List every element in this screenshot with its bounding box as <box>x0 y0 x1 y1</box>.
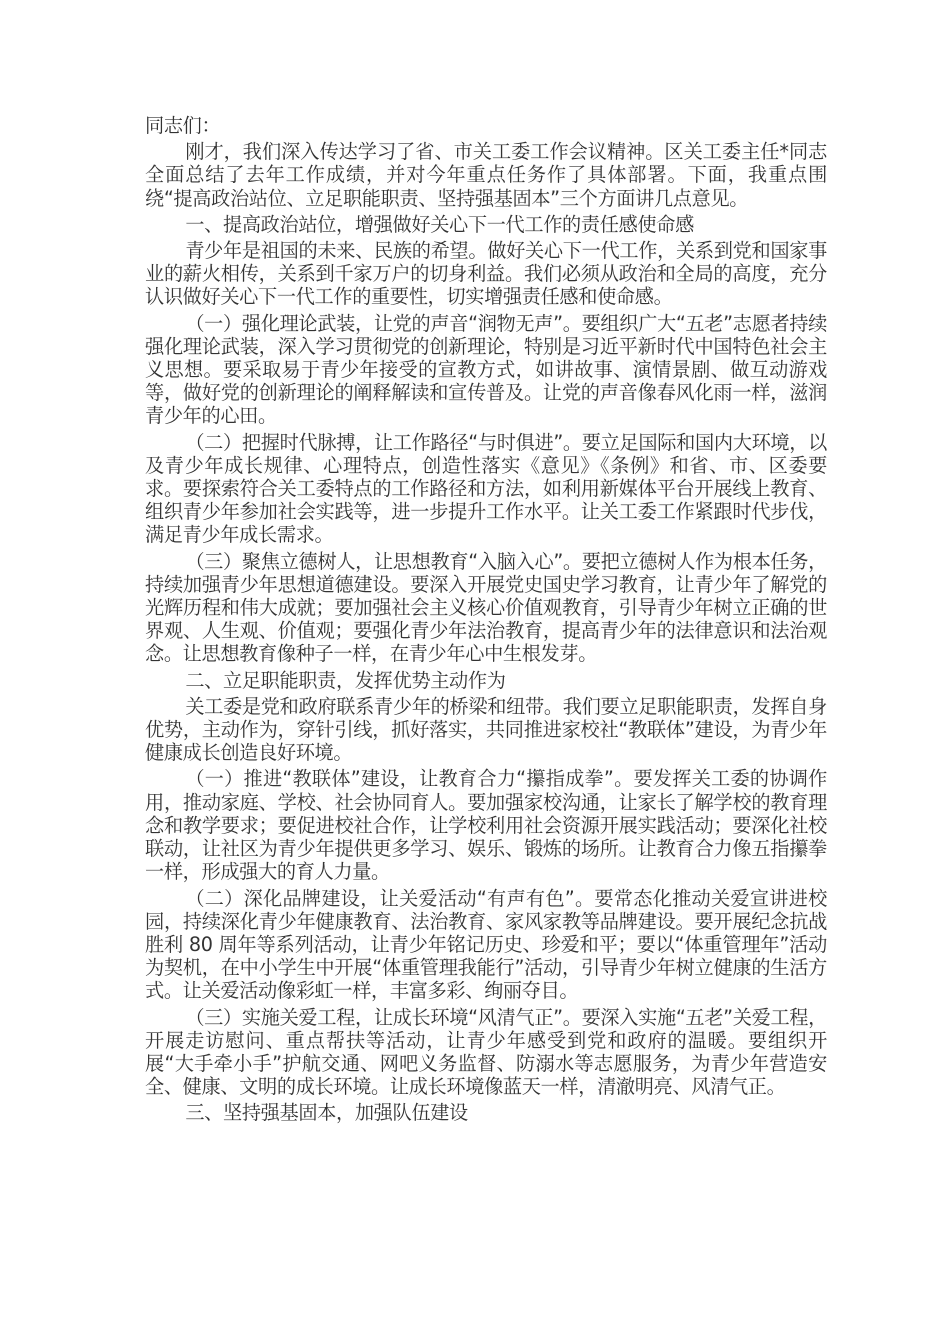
section-2-item-2: （二）深化品牌建设，让关爱活动“有声有色”。要常态化推动关爱宣讲进校园，持续深化青少年健康教育、法治教育、家风家教等品牌建设。要开展纪念抗战胜利 80 周年等系列活动，让青少年铭记历史、珍爱和平；要以“体重管理年”活动为契机，在中小学生中开展“体重管理我能行”活动，引导青少年树立健康的生活方式。让关爱活动像彩虹一样，丰富多彩、绚丽夺目。 <box>145 886 827 1003</box>
section-2-item-1: （一）推进“教联体”建设，让教育合力“攥指成拳”。要发挥关工委的协调作用，推动家庭、学校、社会协同育人。要加强家校沟通，让家长了解学校的教育理念和教学要求；要促进校社合作，让学校利用社会资源开展实践活动；要深化社校联动，让社区为青少年提供更多学习、娱乐、锻炼的场所。让教育合力像五指攥拳一样，形成强大的育人力量。 <box>145 767 827 884</box>
intro-paragraph: 刚才，我们深入传达学习了省、市关工委工作会议精神。区关工委主任*同志全面总结了去年工作成绩，并对今年重点任务作了具体部署。下面，我重点围绕“提高政治站位、立足职能职责、坚持强基固本”三个方面讲几点意见。 <box>145 140 827 210</box>
section-heading-3: 三、坚持强基固本，加强队伍建设 <box>185 1101 468 1125</box>
section-heading-2: 二、立足职能职责，发挥优势主动作为 <box>185 668 506 692</box>
section-heading-1: 一、提高政治站位，增强做好关心下一代工作的责任感使命感 <box>185 212 694 236</box>
section-1-item-1: （一）强化理论武装，让党的声音“润物无声”。要组织广大“五老”志愿者持续强化理论武装，深入学习贯彻党的创新理论，特别是习近平新时代中国特色社会主义思想。要采取易于青少年接受的宣教方式，如讲故事、演情景剧、做互动游戏等，做好党的创新理论的阐释解读和宣传普及。让党的声音像春风化雨一样，滋润青少年的心田。 <box>145 311 827 428</box>
document-page <box>145 114 827 1128</box>
greeting: 同志们： <box>145 114 221 137</box>
section-1-intro: 青少年是祖国的未来、民族的希望。做好关心下一代工作，关系到党和国家事业的薪火相传，关系到千家万户的切身利益。我们必须从政治和全局的高度，充分认识做好关心下一代工作的重要性，切实增强责任感和使命感。 <box>145 239 827 309</box>
section-2-item-3: （三）实施关爱工程，让成长环境“风清气正”。要深入实施“五老”关爱工程，开展走访慰问、重点帮扶等活动，让青少年感受到党和政府的温暖。要组织开展“大手牵小手”护航交通、网吧义务监督、防溺水等志愿服务，为青少年营造安全、健康、文明的成长环境。让成长环境像蓝天一样，清澈明亮、风清气正。 <box>145 1005 827 1099</box>
section-2-intro: 关工委是党和政府联系青少年的桥梁和纽带。我们要立足职能职责，发挥自身优势，主动作为，穿针引线，抓好落实，共同推进家校社“教联体”建设，为青少年健康成长创造良好环境。 <box>145 694 827 765</box>
section-1-item-2: （二）把握时代脉搏，让工作路径“与时俱进”。要立足国际和国内大环境，以及青少年成长规律、心理特点，创造性落实《意见》《条例》和省、市、区委要求。要探索符合关工委特点的工作路径和方法，如利用新媒体平台开展线上教育、组织青少年参加社会实践等，进一步提升工作水平。让关工委工作紧跟时代步伐，满足青少年成长需求。 <box>145 430 827 547</box>
section-1-item-3: （三）聚焦立德树人，让思想教育“入脑入心”。要把立德树人作为根本任务，持续加强青少年思想道德建设。要深入开展党史国史学习教育，让青少年了解党的光辉历程和伟大成就；要加强社会主义核心价值观教育，引导青少年树立正确的世界观、人生观、价值观；要强化青少年法治教育，提高青少年的法律意识和法治观念。让思想教育像种子一样，在青少年心中生根发芽。 <box>145 549 827 666</box>
